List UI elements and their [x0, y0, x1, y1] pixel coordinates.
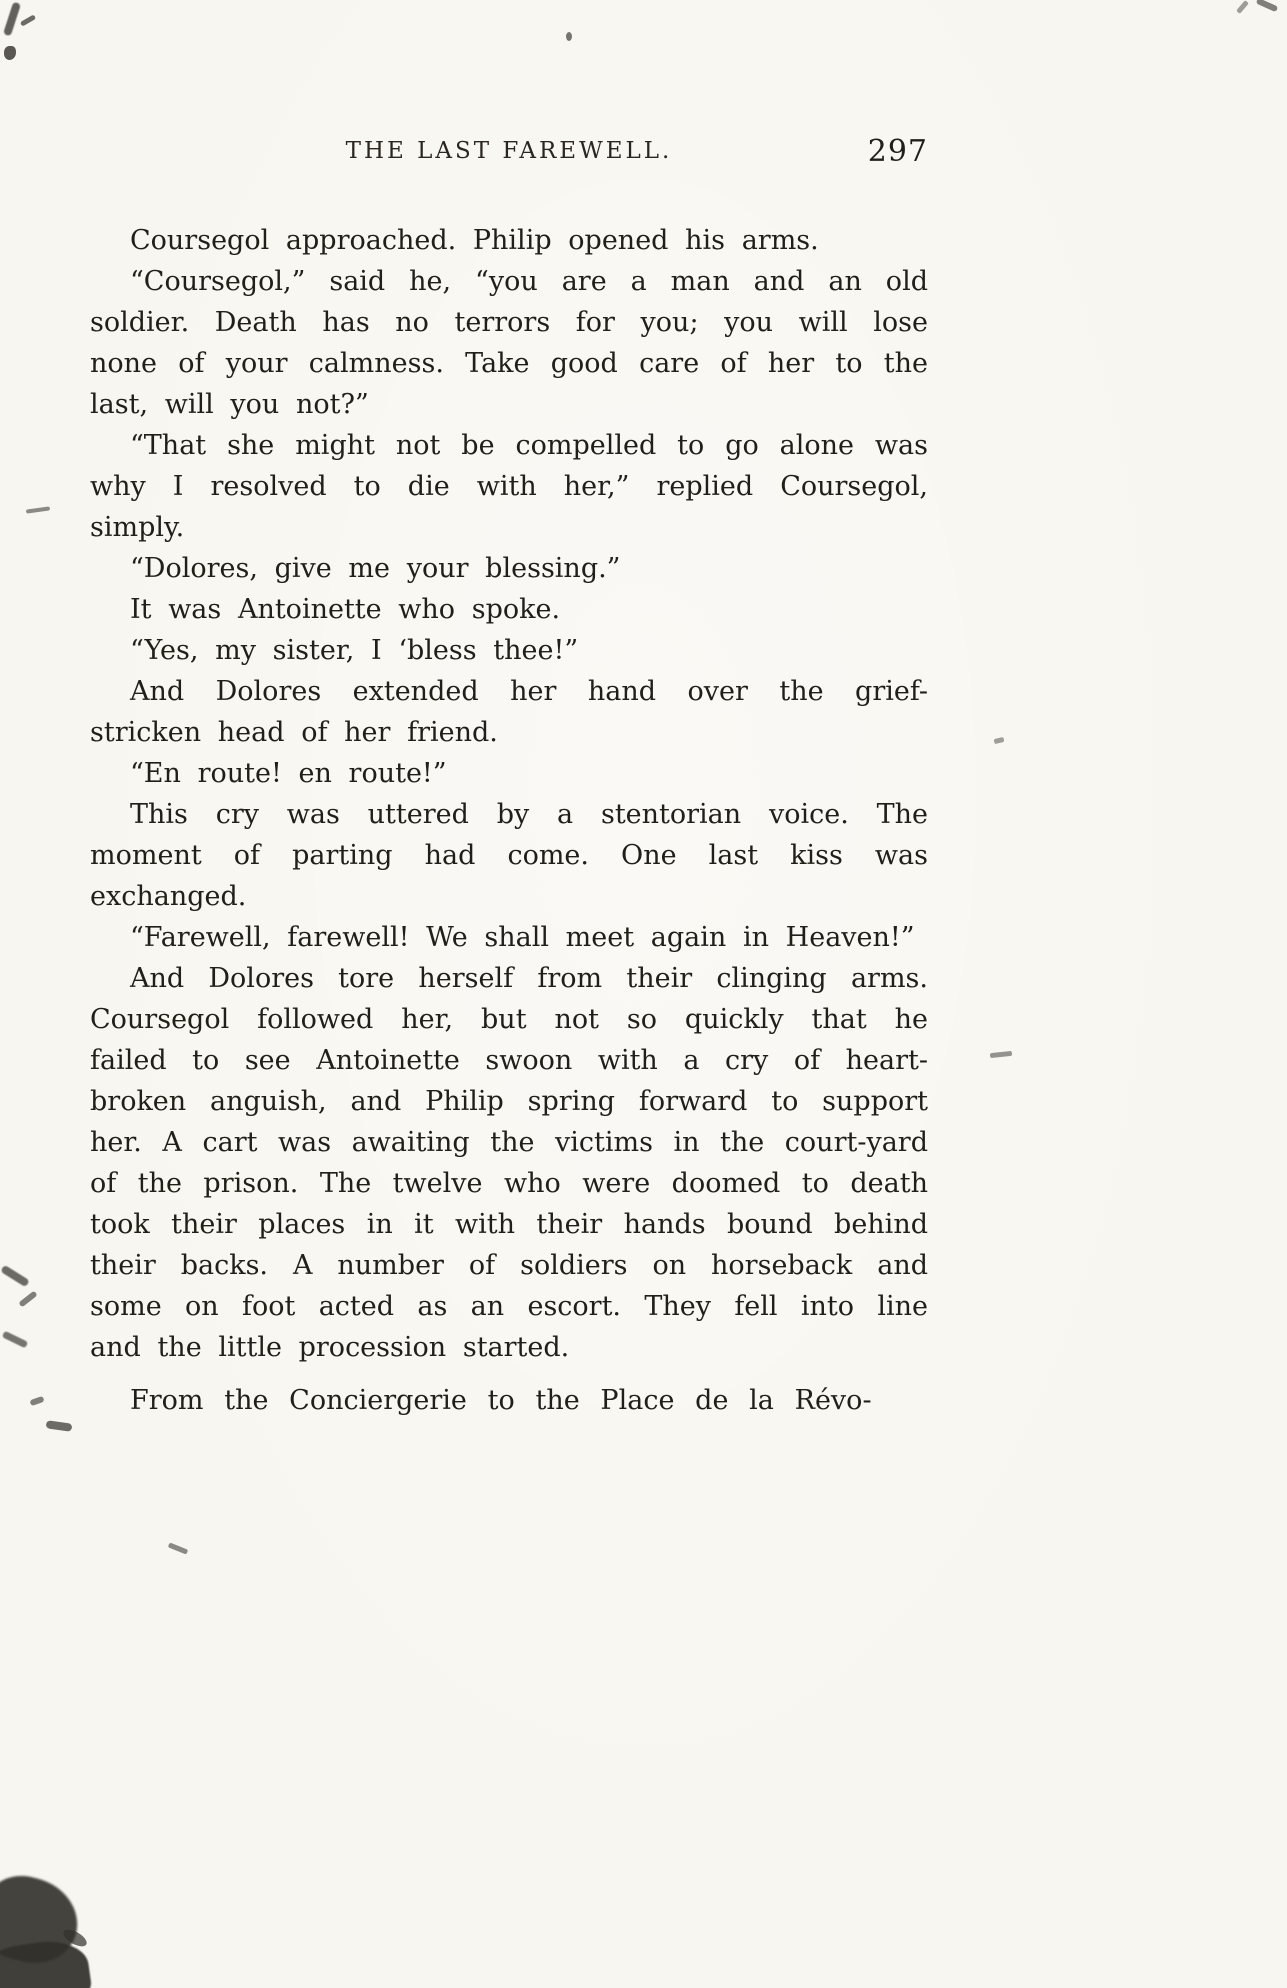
scan-artifact: [29, 1396, 44, 1406]
page-number: 297: [867, 134, 928, 169]
paragraph: “Coursegol,” said he, “you are a man and an old soldier. Death has no terrors for you; you will lose none of your calmness. Take good care of her to the last, will you not?”: [90, 266, 928, 420]
scan-artifact: [990, 1051, 1012, 1058]
page-content: [90, 134, 928, 1421]
paragraph: It was Antoinette who spoke.: [130, 594, 561, 625]
scan-artifact: [18, 1290, 37, 1307]
running-header: [90, 134, 928, 182]
scan-artifact: [2, 1331, 28, 1349]
scan-artifact: [4, 46, 16, 60]
paragraph: And Dolores extended her hand over the grief-stricken head of her friend.: [90, 676, 928, 748]
paragraph: “Farewell, farewell! We shall meet again in Heaven!”: [130, 922, 915, 953]
scan-artifact: [994, 737, 1005, 744]
scan-artifact: [0, 1265, 30, 1288]
scan-artifact: [3, 2, 21, 37]
scan-artifact: [1256, 0, 1279, 12]
scan-artifact: [46, 1420, 73, 1432]
paragraph: “That she might not be compelled to go alone was why I resolved to die with her,” replied Coursegol, simply.: [90, 430, 928, 543]
scan-artifact: [0, 1868, 87, 1973]
scan-artifact: [566, 32, 572, 41]
paragraph: “En route! en route!”: [130, 758, 447, 789]
paragraph: From the Conciergerie to the Place de la Révo-: [130, 1385, 872, 1416]
body-text: [90, 220, 928, 1421]
paragraph: This cry was uttered by a stentorian voice. The moment of parting had come. One last kiss was exchanged.: [90, 799, 928, 912]
scan-artifact: [26, 506, 50, 513]
scan-artifact: [20, 14, 36, 26]
paragraph: “Dolores, give me your blessing.”: [130, 553, 621, 584]
scan-artifact: [61, 1926, 90, 1949]
chapter-title: THE LAST FAREWELL.: [345, 138, 673, 164]
paragraph: And Dolores tore herself from their clinging arms. Coursegol followed her, but not so quickly that he failed to see Antoinette swoon with a cry of heart-broken anguish, and Philip spring forward to support her. A cart was awaiting the victims in the court-yard of the prison. The twelve who were doomed to death took their places in it with their hands bound behind their backs. A number of soldiers on horseback and some on foot acted as an escort. They fell into line and the little procession started.: [90, 963, 928, 1363]
paragraph: Coursegol approached. Philip opened his arms.: [130, 225, 819, 256]
scan-artifact: [1236, 0, 1249, 14]
scan-artifact: [168, 1542, 188, 1554]
paragraph: “Yes, my sister, I ʻbless thee!”: [130, 635, 579, 666]
scan-artifact: [0, 1936, 94, 1988]
